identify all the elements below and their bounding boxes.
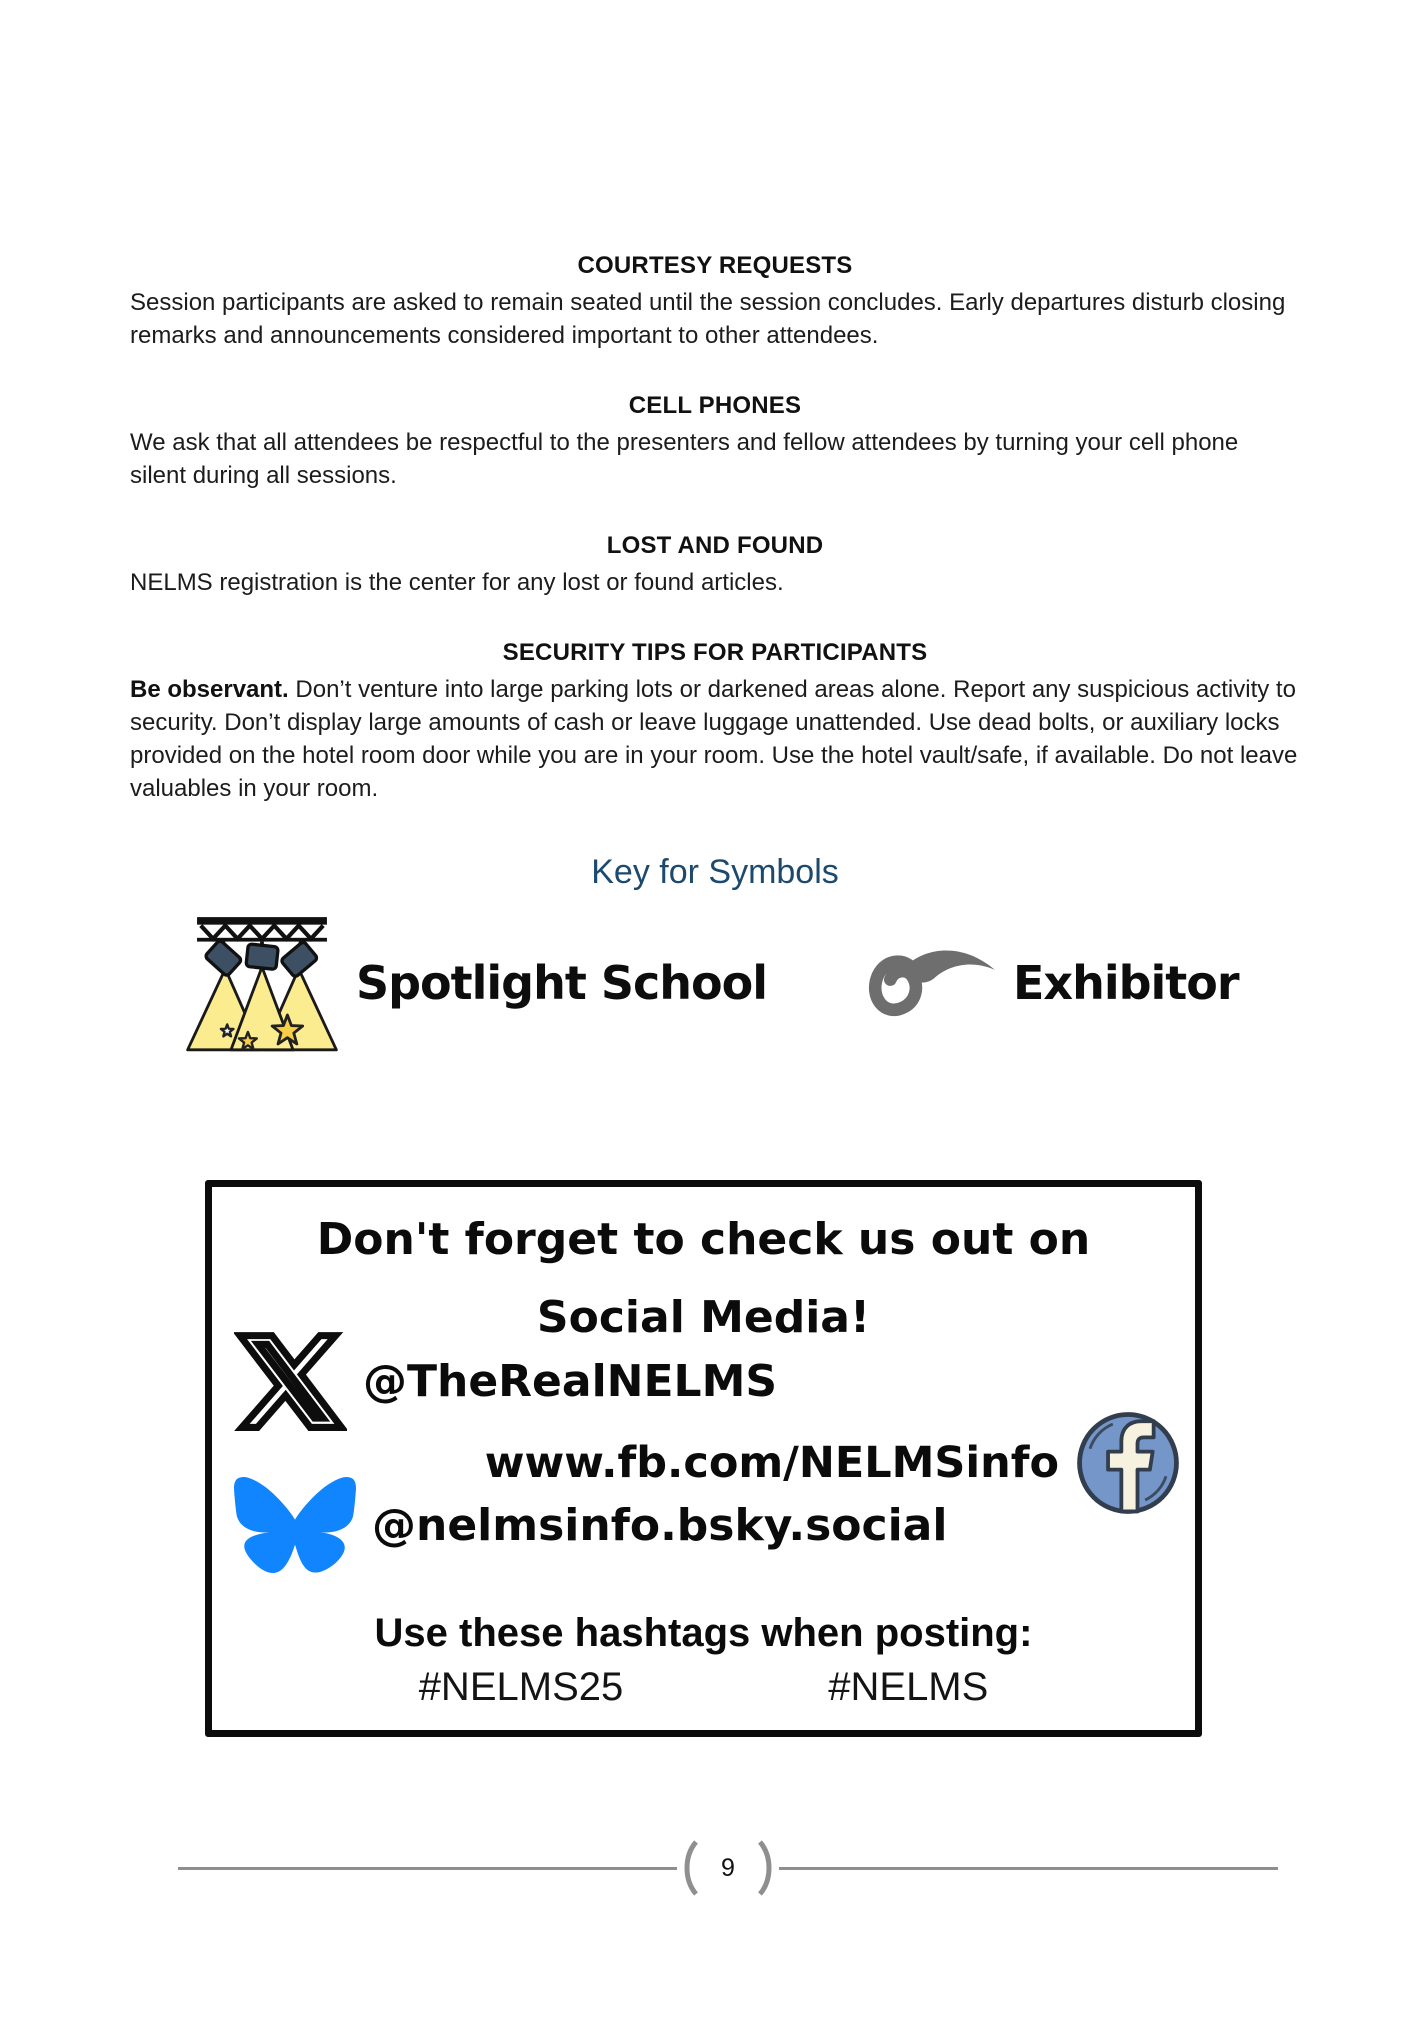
section-body: We ask that all attendees be respectful to the presenters and fellow attendees by turning your cell phone silent during all sessions.	[130, 429, 1239, 489]
x-logo-icon	[234, 1325, 347, 1438]
section-cell-phones	[130, 392, 1300, 492]
left-bracket-icon	[677, 1838, 701, 1898]
social-media-box	[205, 1180, 1202, 1737]
footer-rule-left	[178, 1867, 677, 1870]
bluesky-butterfly-icon	[234, 1471, 356, 1579]
page-footer	[178, 1838, 1278, 1898]
key-for-symbols-title: Key for Symbols	[591, 853, 839, 891]
exhibitor-label: Exhibitor	[1012, 956, 1239, 1010]
section-body-rest: Don’t venture into large parking lots or darkened areas alone. Report any suspicious activity to security. Don’t display large amounts of cash or leave luggage unattended. Use dead bolts, or auxiliary locks provided on the hotel room door while you are in your room. Use the hotel vault/safe, if available. Do not leave valuables in your room.	[130, 676, 1298, 802]
section-heading: COURTESY REQUESTS	[577, 252, 853, 279]
hashtag-nelms25: #NELMS25	[418, 1665, 624, 1709]
spotlight-icon	[182, 912, 342, 1054]
exhibitor-e-icon	[855, 937, 1005, 1029]
right-bracket-icon	[755, 1838, 779, 1898]
bluesky-handle: @nelmsinfo.bsky.social	[372, 1499, 948, 1551]
section-heading: LOST AND FOUND	[606, 532, 824, 559]
page-content	[130, 252, 1300, 1737]
section-body	[130, 673, 1300, 805]
section-body: Session participants are asked to remain seated until the session concludes. Early departures disturb closing remarks and announcements considered important to other attendees.	[130, 289, 1286, 349]
symbols-key-row	[130, 908, 1300, 1058]
page-number: 9	[721, 1853, 735, 1882]
hashtag-nelms: #NELMS	[828, 1665, 989, 1709]
footer-rule-right	[779, 1867, 1278, 1870]
section-body: NELMS registration is the center for any lost or found articles.	[130, 569, 784, 596]
facebook-icon	[1071, 1406, 1185, 1520]
section-security-tips	[130, 639, 1300, 805]
section-body-lead: Be observant.	[130, 676, 289, 703]
section-heading: SECURITY TIPS FOR PARTICIPANTS	[502, 639, 928, 666]
x-handle: @TheRealNELMS	[363, 1356, 778, 1407]
section-courtesy-requests	[130, 252, 1300, 352]
social-box-title-line1: Don't forget to check us out on	[316, 1214, 1091, 1265]
section-heading: CELL PHONES	[628, 392, 802, 419]
bluesky-row	[234, 1471, 947, 1579]
facebook-url: www.fb.com/NELMSinfo	[484, 1438, 1059, 1488]
hashtags-row	[212, 1665, 1195, 1710]
social-box-title-line2: Social Media!	[536, 1292, 871, 1343]
hashtags-label: Use these hashtags when posting:	[374, 1611, 1033, 1655]
spotlight-school-label: Spotlight School	[356, 956, 767, 1010]
section-lost-and-found	[130, 532, 1300, 599]
